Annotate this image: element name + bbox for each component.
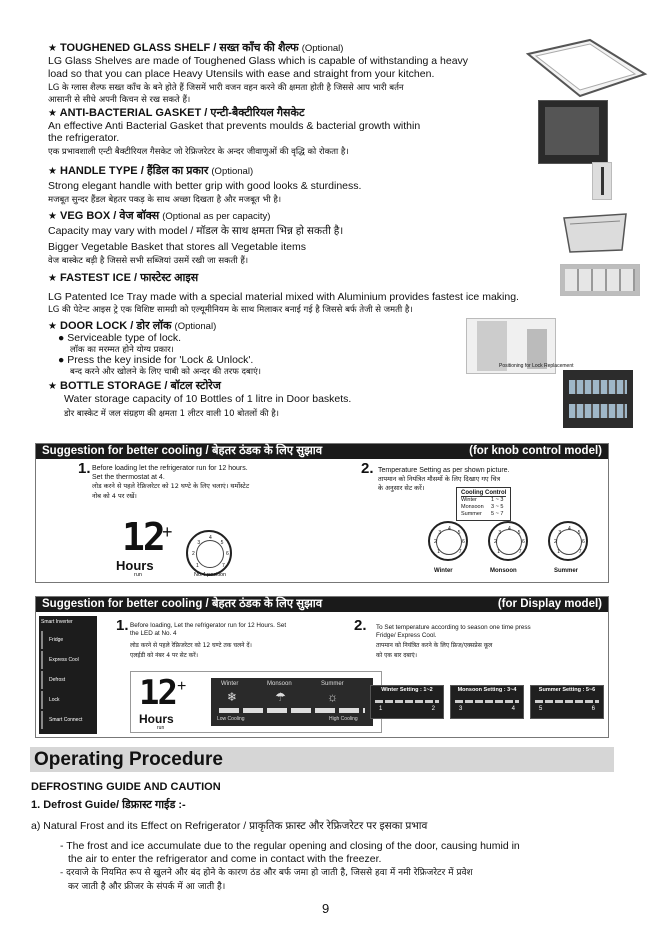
rain-cloud-icon: ☂ [275, 690, 286, 704]
high-cooling-label: High Cooling [329, 716, 358, 722]
setting-level-bar [535, 700, 599, 703]
dial-mark: 3 [197, 539, 201, 546]
dial-mark: 1 [557, 548, 561, 555]
handle-title: HANDLE TYPE / हैंडिल का प्रकार [60, 165, 209, 177]
control-season: Winter [461, 497, 477, 503]
cooling-control-legend [456, 487, 511, 521]
veg-box-text-1: Capacity may vary with model / मॉडल के साथ क्षमता भिन्न हो सकती है। [48, 225, 344, 237]
summer-label: Summer [554, 568, 579, 574]
dial-mark: 1 [437, 548, 441, 555]
setting-from: 1 [379, 706, 383, 712]
ice-tray-illustration [560, 264, 640, 296]
dial-mark: 1 [195, 562, 199, 569]
dial-mark: 4 [209, 535, 212, 541]
door-lock-illustration [466, 318, 574, 374]
display-bar-model: (for Display model) [497, 598, 602, 610]
dial-mark: 6 [521, 539, 525, 546]
veg-box-illustration [560, 208, 630, 256]
fastest-ice-hindi-1: LG की पेटेन्ट आइस ट्रे एक विशिष्ट सामग्री को एल्यूमीनियम के साथ मिलाकर बनाई गई है जिससे बर्फ तेजी से जमती है। [48, 305, 413, 315]
star-icon: ★ [48, 273, 57, 284]
display-step-1-number: 1. [116, 617, 129, 634]
door-lock-bullet-1-hindi: लॉक का मरम्मत होने योग्य प्रकार। [70, 345, 174, 355]
setting-from: 3 [459, 706, 463, 712]
led-display [211, 678, 373, 726]
bullet-icon: ● [58, 354, 65, 366]
dial-mark: 4 [568, 526, 571, 532]
monsoon-label: Monsoon [490, 568, 517, 574]
glass-shelf-heading [48, 42, 343, 55]
handle-text-1: Strong elegant handle with better grip with good looks & sturdiness. [48, 180, 362, 192]
display-hours-label: Hours [139, 712, 174, 726]
knob-step-1-number: 1. [78, 460, 91, 477]
display-bar-title: Suggestion for better cooling / बेहतर ठंडक के लिए सुझाव [42, 598, 323, 610]
knob-step-1-hindi-1: लोड करने से पहले रेफ्रिजरेटर को 12 घण्टे के लिए चलाएं। थर्मोस्टेट [92, 482, 250, 490]
star-icon: ★ [48, 381, 57, 392]
frost-text-1: - The frost and ice accumulate due to the regular opening and closing of the door, causing humid in [60, 840, 520, 852]
panel-button-fridge[interactable]: Fridge [41, 631, 97, 649]
knob-step-2-text: Temperature Setting as per shown picture. [378, 467, 510, 474]
star-icon: ★ [48, 108, 57, 119]
season-setting-box [530, 685, 604, 719]
fastest-ice-title: FASTEST ICE / फास्टेस्ट आइस [60, 272, 199, 284]
dial-mark: 6 [225, 551, 229, 557]
winter-label: Winter [434, 568, 453, 574]
page-number: 9 [322, 901, 330, 916]
fastest-ice-heading [48, 272, 198, 285]
fastest-ice-text-1: LG Patented Ice Tray made with a special material mixed with Aluminium provides fastest ice making. [48, 291, 519, 303]
frost-text-2: the air to enter the refrigerator and come in contact with the freezer. [68, 853, 382, 865]
knob-step-2-number: 2. [361, 460, 374, 477]
panel-button-express-cool[interactable]: Express Cool [41, 651, 97, 669]
panel-button-smart-connect[interactable]: Smart Connect [41, 711, 97, 729]
bullet-icon: ● [58, 332, 65, 344]
smart-inverter-display-panel [39, 616, 97, 734]
dial-mark: 7 [518, 548, 522, 555]
panel-button-lock[interactable]: Lock [41, 691, 97, 709]
dial-mark: 7 [222, 562, 225, 569]
optional-note: (Optional) [174, 321, 217, 332]
natural-frost-item: a) Natural Frost and its Effect on Refrigerator / प्राकृतिक फ्रास्ट और रेफ्रिजरेटर पर इसका प्रभाव [31, 820, 428, 832]
lock-callout: Positioning for Lock Replacement [499, 363, 574, 369]
bottle-heading [48, 380, 221, 393]
display-12-digits: 12 [139, 673, 176, 713]
knob-run-label: run [134, 572, 142, 578]
display-summer: Summer [321, 681, 344, 687]
knob-section-bar [36, 444, 608, 459]
setting-to: 6 [591, 706, 595, 712]
glass-shelf-title: TOUGHENED GLASS SHELF / सख्त काँच की शैल्फ [60, 42, 299, 54]
glass-shelf-text-2: load so that you can place Heavy Utensils with ease and straight from your kitchen. [48, 68, 435, 80]
veg-box-text-2: Bigger Vegetable Basket that stores all Vegetable items [48, 241, 306, 253]
glass-shelf-hindi-1: LG के ग्लास शैल्फ सख्त काँच के बने होते हैं जिसमें भारी वजन वहन करने की क्षमता होती है जिससे आप भारी बर्तन [48, 83, 404, 93]
glass-shelf-hindi-2: आसानी से सीधे अपनी किचन से रख सकते हैं। [48, 95, 191, 105]
setting-level-bar [375, 700, 439, 703]
setting-from: 5 [539, 706, 543, 712]
display-step-1-text-1: Before loading, Let the refrigerator run for 12 Hours. Set [130, 622, 287, 629]
bottle-hindi-1: डोर बास्केट में जल संग्रहण की क्षमता 1 लीटर वाली 10 बोतलों की है। [64, 409, 280, 419]
knob-hours-label: Hours [116, 558, 154, 573]
dial-mark: 7 [458, 548, 462, 555]
knob-dial-4 [186, 530, 232, 576]
dial-mark: 5 [577, 529, 581, 536]
handle-illustration [592, 162, 612, 200]
bottle-storage-illustration [563, 370, 633, 428]
optional-note: (Optional) [301, 43, 344, 54]
display-step-2-text-2: Fridge/ Express Cool. [376, 632, 437, 639]
dial-mark: 4 [508, 526, 511, 532]
dial-mark: 3 [498, 529, 502, 536]
gasket-illustration [538, 100, 608, 164]
dial-mark: 2 [554, 539, 557, 546]
optional-note: (Optional as per capacity) [162, 211, 271, 222]
optional-note: (Optional) [211, 166, 254, 177]
glass-shelf-text-1: LG Glass Shelves are made of Toughened Glass which is capable of withstanding a heavy [48, 55, 469, 67]
handle-hindi-1: मजबूत सुन्दर हैंडल बेहतर पकड़ के साथ अच्छा दिखता है और मजबूत भी है। [48, 195, 282, 205]
panel-button-defrost[interactable]: Defrost [41, 671, 97, 689]
frost-hindi-2: कर जाती है और फ्रीजर के संपर्क में आ जाती है। [68, 882, 226, 892]
knob-bar-title: Suggestion for better cooling / बेहतर ठंडक के लिए सुझाव [42, 445, 323, 457]
display-section-bar [36, 597, 608, 612]
control-season: Summer [461, 511, 482, 517]
dial-mark: 2 [434, 539, 437, 546]
defrosting-guide-heading: DEFROSTING GUIDE AND CAUTION [31, 781, 221, 793]
gasket-text-1: An effective Anti Bacterial Gasket that prevents moulds & bacterial growth within [48, 120, 421, 132]
sun-icon: ☼ [327, 690, 338, 704]
knob-position-label: No.4 position [194, 572, 227, 578]
bottle-text-1: Water storage capacity of 10 Bottles of 1 litre in Door baskets. [64, 393, 352, 405]
display-plus: + [177, 678, 187, 695]
control-season: Monsoon [461, 504, 484, 510]
dial-mark: 2 [192, 551, 195, 557]
veg-box-hindi-1: वेज बास्केट बड़ी है जिससे सभी सब्जियां उसमें रखी जा सकती हैं। [48, 256, 249, 266]
operating-procedure-heading: Operating Procedure [34, 749, 223, 770]
display-step-1-hindi-1: लोड करने से पहले रेफ्रिजरेटर को 12 घण्टे तक चलने दें। [130, 642, 252, 649]
knob-bar-model: (for knob control model) [469, 445, 602, 457]
summer-dial [548, 521, 588, 561]
season-setting-box [450, 685, 524, 719]
smart-inverter-title: Smart Inverter [41, 619, 73, 625]
season-settings [370, 685, 606, 721]
dial-mark: 5 [220, 539, 224, 546]
display-step-2-hindi-2: को एक बार दबाएं। [376, 652, 418, 659]
setting-level-bar [455, 700, 519, 703]
door-lock-bullet-1-text: Serviceable type of lock. [67, 332, 182, 344]
knob-plus: + [162, 522, 173, 542]
season-setting-label: Winter Setting : 1~2 [381, 687, 433, 693]
low-cooling-label: Low Cooling [217, 716, 245, 722]
defrost-guide-subheading: 1. Defrost Guide/ डिफ्रास्ट गाईड :- [31, 799, 186, 811]
cooling-control-row [461, 504, 506, 511]
cooling-level-bar [219, 708, 365, 713]
knob-cooling-panel [35, 443, 609, 583]
bottle-title: BOTTLE STORAGE / बॉटल स्टोरेज [60, 380, 221, 392]
knob-step-1-text-1: Before loading let the refrigerator run for 12 hours. [92, 465, 248, 472]
handle-heading [48, 165, 253, 178]
control-range: 3 ~ 5 [491, 504, 504, 510]
dial-mark: 7 [578, 548, 582, 555]
dial-mark: 4 [448, 526, 451, 532]
operating-procedure-banner [30, 747, 614, 772]
door-lock-bullet-2-hindi: बन्द करने और खोलने के लिए चाबी को अन्दर की तरफ दबाएं। [70, 367, 262, 377]
veg-box-heading [48, 210, 270, 223]
display-run-label: run [157, 725, 165, 731]
dial-mark: 5 [517, 529, 521, 536]
snowflake-icon: ❄ [227, 690, 238, 704]
knob-step-2-hindi-2: के अनुसार सेट करें। [378, 484, 425, 492]
door-lock-title: DOOR LOCK / डोर लॉक [60, 320, 172, 332]
cooling-control-rows [461, 497, 506, 518]
display-step-1-hindi-2: एलईडी को नंबर 4 पर सेट करें। [130, 652, 199, 659]
winter-dial [428, 521, 468, 561]
knob-step-1-hindi-2: नोब को 4 पर रखें। [92, 492, 137, 500]
door-lock-bullet-2-text: Press the key inside for 'Lock & Unlock'. [67, 354, 254, 366]
control-range: 5 ~ 7 [491, 511, 504, 517]
monsoon-dial [488, 521, 528, 561]
display-run-box [130, 671, 382, 733]
display-monsoon: Monsoon [267, 681, 292, 687]
gasket-hindi-1: एक प्रभावशाली एन्टी बैक्टीरियल गैसकेट जो रेफ्रिजरेटर के अन्दर जीवाणुओं की वृद्धि को रोकता है। [48, 147, 349, 157]
dial-mark: 2 [494, 539, 497, 546]
display-step-2-text-1: To Set temperature according to season one time press [376, 624, 531, 631]
season-setting-box [370, 685, 444, 719]
knob-12-digits: 12 [122, 515, 164, 559]
season-setting-label: Monsoon Setting : 3~4 [457, 687, 517, 693]
star-icon: ★ [48, 166, 57, 177]
display-cooling-panel [35, 596, 609, 738]
star-icon: ★ [48, 321, 57, 332]
display-panel-items [39, 631, 97, 729]
star-icon: ★ [48, 211, 57, 222]
gasket-text-2: the refrigerator. [48, 132, 120, 144]
gasket-heading [48, 107, 305, 120]
knob-step-2-hindi-1: तापमान को नियंत्रित मौसमों के लिए दिखाए गए चित्र [378, 475, 501, 483]
dial-mark: 5 [457, 529, 461, 536]
gasket-title: ANTI-BACTERIAL GASKET / एन्टी-बैक्टीरियल गैसकेट [59, 107, 305, 119]
veg-box-title: VEG BOX / वेज बॉक्स [60, 210, 160, 222]
glass-shelf-illustration [520, 34, 650, 104]
display-winter: Winter [221, 681, 239, 687]
knob-step-1-text-2: Set the thermostat at 4. [92, 474, 165, 481]
display-step-2-number: 2. [354, 617, 367, 634]
cooling-control-header: Cooling Control [461, 490, 507, 496]
dial-mark: 6 [581, 539, 585, 546]
season-dials [420, 517, 600, 575]
control-range: 1 ~ 3 [491, 497, 504, 503]
display-step-1-text-2: the LED at No. 4 [130, 630, 177, 637]
dial-mark: 1 [497, 548, 501, 555]
cooling-control-row [461, 497, 506, 504]
dial-mark: 6 [461, 539, 465, 546]
star-icon: ★ [48, 43, 57, 54]
season-setting-label: Summer Setting : 5~6 [538, 687, 596, 693]
dial-mark: 3 [558, 529, 562, 536]
setting-to: 4 [511, 706, 515, 712]
display-step-2-hindi-1: तापमान को नियंत्रित करने के लिए फ्रिज/एक्सप्रेस कूल [376, 642, 493, 649]
setting-to: 2 [431, 706, 435, 712]
dial-mark: 3 [438, 529, 442, 536]
frost-hindi-1: - दरवाजे के नियमित रूप से खुलने और बंद होने के कारण ठंड और बर्फ जमा हो जाती है, जिससे हवा में नमी रेफ्रिजरेटर में प्रवेश [60, 868, 473, 878]
